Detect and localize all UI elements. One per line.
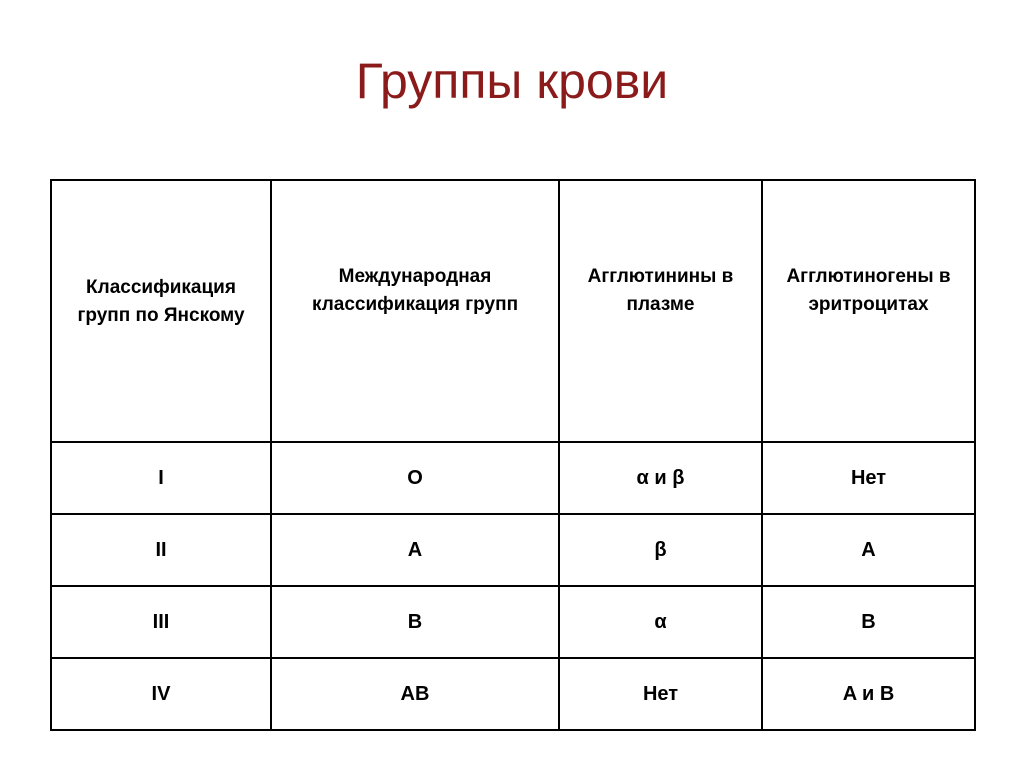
cell-agglutinogens: B [762, 586, 975, 658]
cell-jansky: II [51, 514, 271, 586]
cell-international: O [271, 442, 559, 514]
cell-international: A [271, 514, 559, 586]
cell-jansky: III [51, 586, 271, 658]
cell-agglutinogens: A и B [762, 658, 975, 730]
header-agglutinins: Агглютинины в плазме [559, 180, 762, 442]
cell-agglutinins: α и β [559, 442, 762, 514]
blood-groups-table [50, 179, 976, 731]
cell-agglutinogens: A [762, 514, 975, 586]
table-row [51, 514, 975, 586]
cell-international: B [271, 586, 559, 658]
cell-agglutinins: Нет [559, 658, 762, 730]
slide-title: Группы крови [355, 53, 669, 109]
cell-international: AB [271, 658, 559, 730]
cell-agglutinins: β [559, 514, 762, 586]
cell-agglutinins: α [559, 586, 762, 658]
header-international-classification: Международная классификация групп [271, 180, 559, 442]
header-agglutinogens: Агглютиногены в эритроцитах [762, 180, 975, 442]
cell-jansky: IV [51, 658, 271, 730]
table-row [51, 586, 975, 658]
cell-agglutinogens: Нет [762, 442, 975, 514]
table-header-row [51, 180, 975, 442]
cell-jansky: I [51, 442, 271, 514]
header-jansky-classification: Классификация групп по Янскому [51, 180, 271, 442]
table-row [51, 442, 975, 514]
table-row [51, 658, 975, 730]
